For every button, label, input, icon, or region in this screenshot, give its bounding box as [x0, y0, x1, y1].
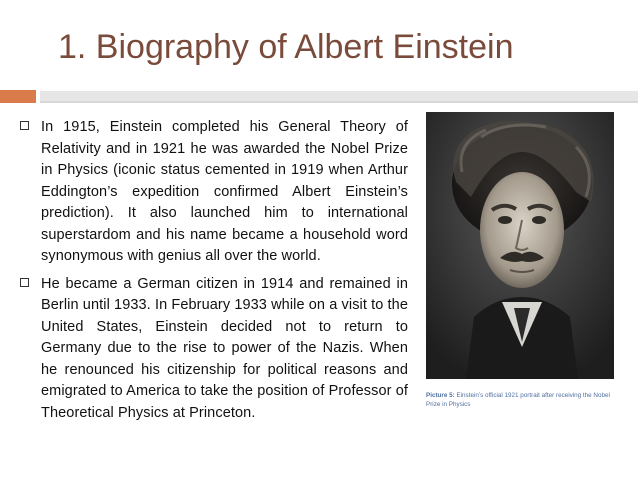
title-divider-band	[40, 91, 638, 101]
title-accent-bar	[0, 90, 36, 103]
caption-text: Einstein’s official 1921 portrait after receiving the Nobel Prize in Physics	[426, 392, 610, 408]
photo-caption	[426, 391, 618, 409]
caption-label: Picture 5:	[426, 392, 455, 399]
bullet-item	[20, 274, 408, 425]
bullet-text: He became a German citizen in 1914 and remained in Berlin until 1933. In February 1933 while on a visit to the United States, Einstein decided not to return to Germany due to the rise to power of the Nazis. When he renounced his citizenship for political reasons and emigrated to America to take the position of Professor of Theoretical Physics at Princeton.	[41, 275, 408, 421]
square-bullet-icon	[20, 121, 29, 130]
slide-title: 1. Biography of Albert Einstein	[58, 28, 514, 66]
portrait-image	[426, 112, 614, 379]
title-divider-shadow	[40, 101, 638, 103]
bullet-list	[20, 117, 408, 430]
bullet-text: In 1915, Einstein completed his General Theory of Relativity and in 1921 he was awarded the Nobel Prize in Physics (iconic status cemented in 1919 when Arthur Eddington’s expedition confirmed Albert Einstein’s prediction). It also launched him to international superstardom and his name became a household word synonymous with genius all over the world.	[41, 119, 408, 264]
bullet-item	[20, 117, 408, 268]
einstein-portrait-photo	[426, 112, 614, 379]
square-bullet-icon	[20, 278, 29, 287]
